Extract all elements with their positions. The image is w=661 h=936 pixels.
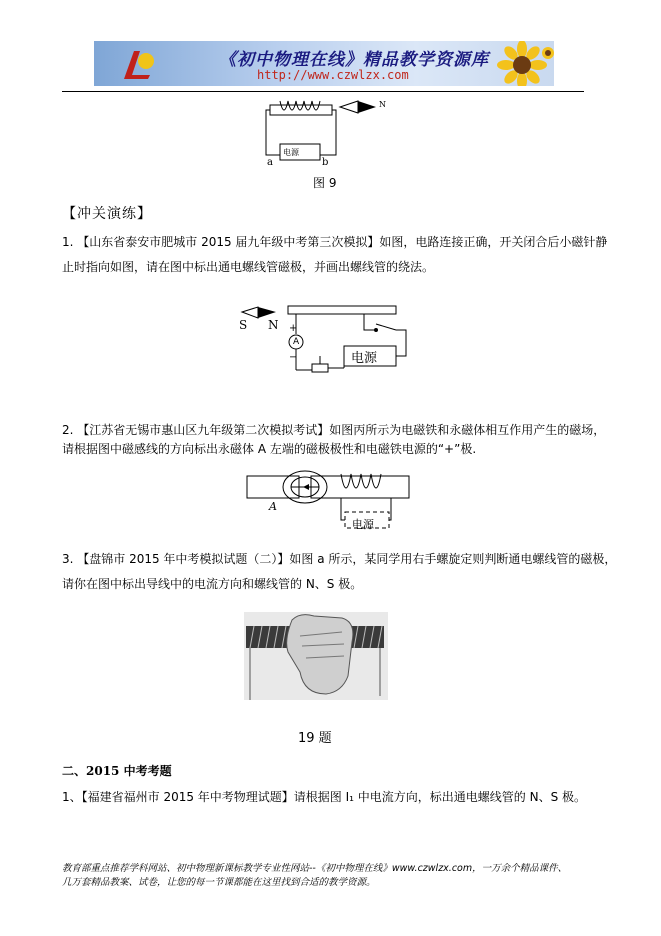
sunflower-icon	[492, 41, 554, 86]
figure9-caption: 图 9	[313, 176, 337, 190]
header-divider	[62, 91, 584, 92]
q1-pole-s: S	[239, 318, 248, 332]
q1-pole-n: N	[268, 318, 279, 332]
q3-text-line1: 3. 【盘锦市 2015 年中考模拟试题（二）】如图 a 所示，某同学用右手螺旋定则判断通电螺线管的磁极，	[62, 552, 617, 566]
page-footer	[62, 862, 602, 890]
figure9-terminal-b: b	[322, 157, 329, 168]
q1-power-label: 电源	[351, 351, 378, 366]
q3-text-line2: 请你在图中标出导线中的电流方向和螺线管的 N、S 极。	[62, 577, 363, 591]
q2-text-line2: 请根据图中磁感线的方向标出永磁体 A 左端的磁极极性和电磁铁电源的“+”极.	[62, 442, 477, 456]
q1-text-line2: 止时指向如图，请在图中标出通电螺线管磁极，并画出螺线管的绕法。	[62, 260, 435, 274]
banner-url[interactable]: http://www.czwlzx.com	[257, 68, 409, 82]
q1-ammeter-label: A	[293, 337, 300, 347]
figure9-needle-pole: N	[379, 100, 386, 109]
q4-text-line1: 1、【福建省福州市 2015 年中考物理试题】请根据图 I₁ 中电流方向，标出通电螺线管的 N、S 极。	[62, 790, 587, 804]
section-heading-2015: 二、2015 中考考题	[62, 764, 172, 778]
q2-power-label: 电源	[352, 518, 374, 531]
footer-line1: 教育部重点推荐学科网站、初中物理新课标教学专业性网站--《初中物理在线》www.czwlzx.com，一万余个精品课件、	[62, 863, 568, 874]
footer-line2: 几万套精品教案、试卷，让您的每一节课都能在这里找到合适的教学资源。	[62, 877, 376, 888]
figure9-terminal-a: a	[267, 157, 273, 168]
q1-circuit-diagram	[236, 304, 411, 380]
q1-minus-sign: −	[289, 352, 298, 363]
figure9-power-label: 电源	[283, 148, 299, 157]
q1-text-line1: 1. 【山东省泰安市肥城市 2015 届九年级中考第三次模拟】如图，电路连接正确，开关闭合后小磁针静	[62, 235, 608, 249]
site-logo-icon	[116, 45, 160, 83]
banner-title: 《初中物理在线》精品教学资源库	[219, 50, 489, 70]
q2-text-line1: 2. 【江苏省无锡市惠山区九年级第二次模拟考试】如图丙所示为电磁铁和永磁体相互作用产生的磁场，	[62, 423, 606, 437]
q3-caption: 19 题	[298, 731, 332, 746]
site-banner	[94, 41, 554, 86]
q3-hand-solenoid-photo	[244, 612, 388, 700]
section-heading-drill: 【冲关演练】	[62, 206, 152, 222]
q2-magnet-label: A	[269, 500, 277, 513]
q1-plus-sign: +	[289, 323, 298, 334]
